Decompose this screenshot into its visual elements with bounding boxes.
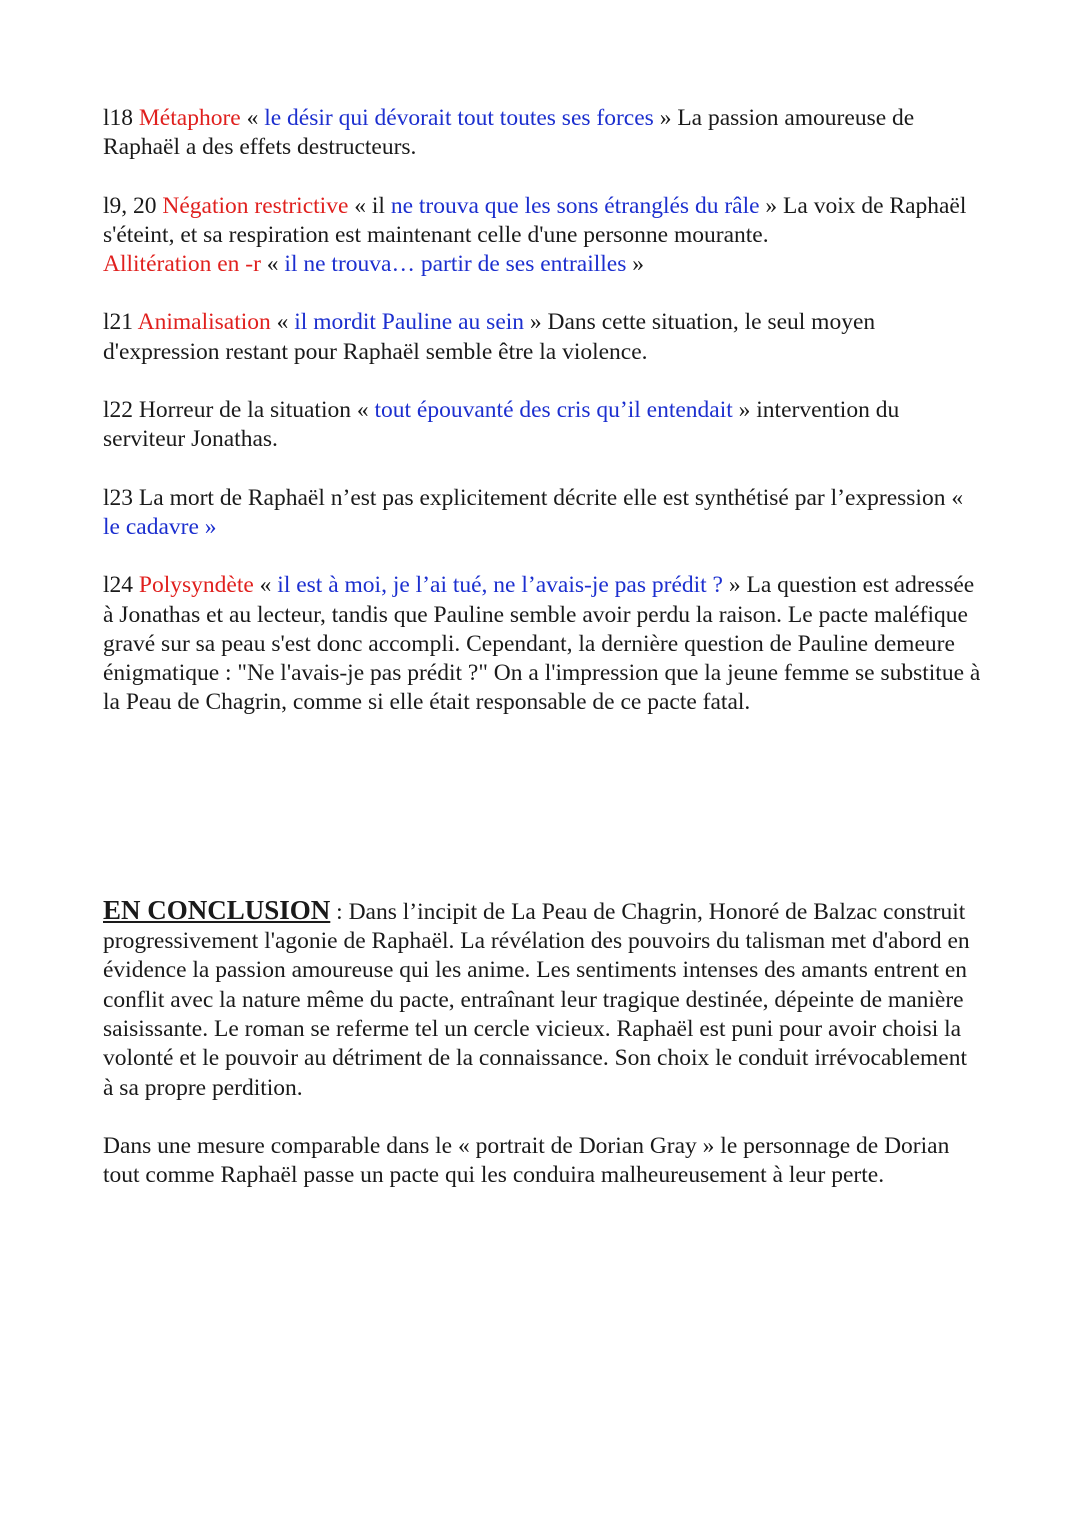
paragraph-l24 bbox=[103, 571, 983, 717]
paragraph-l19-20 bbox=[103, 192, 983, 280]
figure-of-speech: Négation restrictive bbox=[162, 192, 349, 219]
commentary: La mort de Raphaël n’est pas explicitement décrite elle est synthétisé par l’expression « bbox=[138, 484, 964, 511]
quote-mark: » bbox=[765, 192, 778, 219]
quotation: tout épouvanté des cris qu’il entendait bbox=[374, 397, 733, 424]
quotation: le cadavre » bbox=[103, 513, 217, 540]
paragraph-l18 bbox=[103, 104, 983, 163]
quotation: ne trouva que les sons étranglés du râle bbox=[390, 192, 760, 219]
commentary: Dans cette situation, le seul moyen d'expression restant pour Raphaël semble être la violence. bbox=[103, 309, 876, 365]
opening-paragraph bbox=[103, 1132, 983, 1191]
line-reference: l18 bbox=[103, 105, 134, 131]
line-reference: l21 bbox=[103, 309, 134, 336]
figure-of-speech: Allitération en -r bbox=[103, 251, 261, 278]
quote-mark: » bbox=[632, 251, 644, 278]
quote-mark: « bbox=[259, 572, 272, 599]
quote-mark: » bbox=[659, 105, 672, 131]
conclusion-heading: EN CONCLUSION bbox=[103, 894, 331, 925]
opening-text: Dans une mesure comparable dans le « portrait de Dorian Gray » le personnage de Dorian tout comme Raphaël passe un pacte qui les conduira malheureusement à leur perte. bbox=[103, 1132, 950, 1189]
paragraph-l22 bbox=[103, 396, 983, 455]
line-reference: l22 bbox=[103, 397, 134, 424]
quotation: le désir qui dévorait tout toutes ses forces bbox=[264, 105, 654, 131]
quotation: il est à moi, je l’ai tué, ne l’avais-je pas prédit ? bbox=[277, 572, 723, 599]
line-reference: l9, 20 bbox=[103, 192, 157, 219]
paragraph-l21 bbox=[103, 308, 983, 367]
commentary: Horreur de la situation « bbox=[138, 397, 369, 424]
commentary: La question est adressée à Jonathas et au lecteur, tandis que Pauline semble avoir perdu la raison. Le pacte maléfique gravé sur sa peau s'est donc accompli. Cependant, la dernière question de Pauline demeure énigmatique : "Ne l'avais-je pas prédit ?" On a l'impression que la jeune femme se substitue à la Peau de Chagrin, comme si elle était responsable de ce pacte fatal. bbox=[103, 572, 981, 716]
conclusion-colon: : bbox=[330, 898, 343, 925]
quote-mark: « bbox=[276, 309, 289, 336]
commentary: La passion amoureuse de Raphaël a des effets destructeurs. bbox=[103, 105, 915, 161]
commentary: La voix de Raphaël s'éteint, et sa respiration est maintenant celle d'une personne mourante. bbox=[103, 192, 967, 248]
quotation: il ne trouva… partir de ses entrailles bbox=[284, 251, 627, 278]
line-reference: l24 bbox=[103, 572, 134, 599]
conclusion-text: Dans l’incipit de La Peau de Chagrin, Honoré de Balzac construit progressivement l'agonie de Raphaël. La révélation des pouvoirs du talisman met d'abord en évidence la passion amoureuse qui les anime. Les sentiments intenses des amants entrent en conflit avec la nature même du pacte, entraînant leur tragique destinée, dépeinte de manière saisissante. Le roman se referme tel un cercle vicieux. Raphaël est puni pour avoir choisi la volonté et le pouvoir au détriment de la connaissance. Son choix le conduit irrévocablement à sa propre perdition. bbox=[103, 898, 970, 1101]
commentary: intervention du serviteur Jonathas. bbox=[103, 397, 900, 453]
figure-of-speech: Polysyndète bbox=[138, 572, 254, 599]
conclusion-paragraph bbox=[103, 896, 983, 1103]
document-page bbox=[103, 104, 983, 1190]
paragraph-l23 bbox=[103, 484, 983, 543]
figure-of-speech: Métaphore bbox=[138, 105, 241, 131]
quote-mark: « bbox=[246, 105, 259, 131]
figure-of-speech: Animalisation bbox=[137, 309, 271, 336]
line-reference: l23 bbox=[103, 484, 134, 511]
quote-mark: » bbox=[529, 309, 542, 336]
quote-mark: « il bbox=[354, 192, 385, 219]
quote-mark: » bbox=[728, 572, 741, 599]
quote-mark: « bbox=[266, 251, 279, 278]
quote-mark: » bbox=[738, 397, 751, 424]
quotation: il mordit Pauline au sein bbox=[294, 309, 525, 336]
